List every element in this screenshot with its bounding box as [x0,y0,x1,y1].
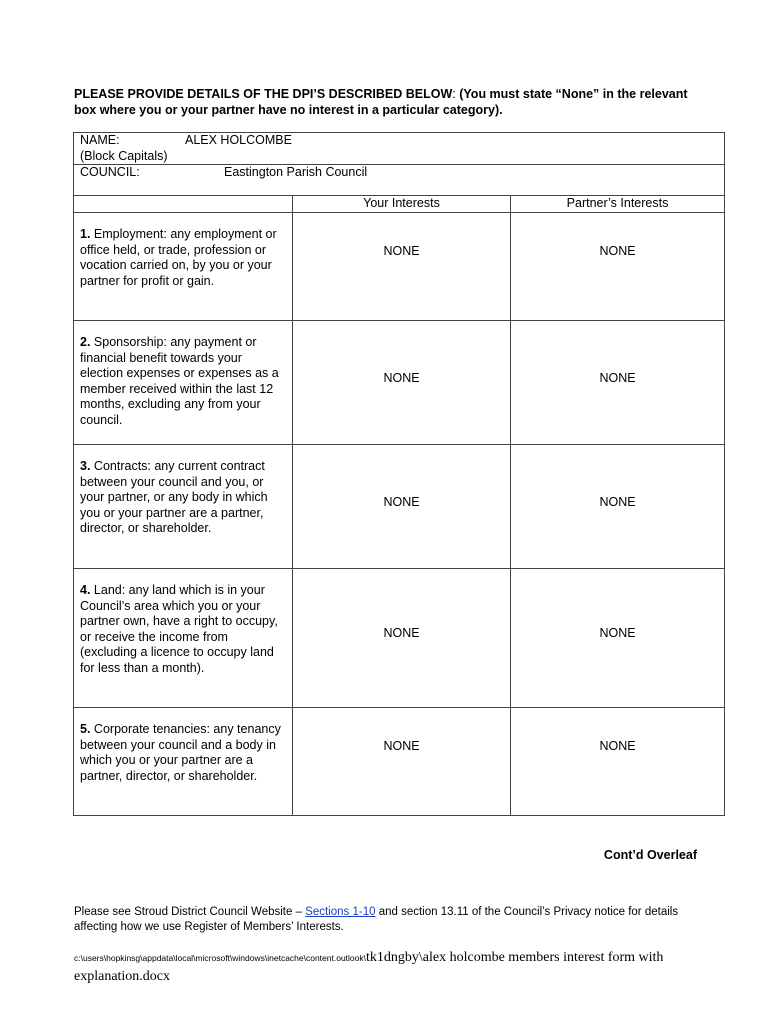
your-interest-value: NONE [293,213,511,321]
your-interest-value: NONE [293,445,511,569]
column-header-row [74,196,725,213]
partner-interest-value: NONE [511,321,725,445]
partner-interest-value: NONE [511,445,725,569]
category-row-employment [74,213,725,321]
instructions-heading [74,86,704,118]
category-text: Employment: any employment or office held, or trade, profession or vocation carried on, by you or your partner for profit or gain. [80,227,277,288]
heading-instruction: (You must state “None” in the relevant box where you or your partner have no interest in a particular category). [74,87,688,117]
footnote-text-after: and section 13.11 of the Council’s Privacy notice for details affecting how we use Register of Members’ Interests. [74,906,679,933]
name-label: NAME: [80,133,120,147]
your-interest-value: NONE [293,569,511,708]
category-description [74,321,293,445]
category-row-corporate-tenancies [74,708,725,816]
category-description [74,708,293,816]
council-cell [74,165,725,196]
partner-interest-value: NONE [511,569,725,708]
name-cell [74,133,725,165]
header-blank [74,196,293,213]
heading-colon: : [452,87,456,101]
category-text: Corporate tenancies: any tenancy between your council and a body in which you or your partner are a partner, director, or shareholder. [80,722,281,783]
category-number: 2. [80,335,91,349]
file-path [74,948,734,985]
heading-bold: PLEASE PROVIDE DETAILS OF THE DPI’S DESCRIBED BELOW [74,87,453,101]
category-number: 5. [80,722,91,736]
category-number: 1. [80,227,91,241]
category-text: Land: any land which is in your Council’s area which you or your partner own, have a right to occupy, or receive the income from (excluding a licence to occupy land for less than a month). [80,583,278,675]
council-row [74,165,725,196]
privacy-footnote [74,905,714,935]
category-row-land [74,569,725,708]
category-number: 3. [80,459,91,473]
name-value: ALEX HOLCOMBE [185,133,292,147]
continued-overleaf: Cont’d Overleaf [603,848,697,862]
council-value: Eastington Parish Council [224,165,368,179]
council-label: COUNCIL: [80,165,140,179]
partner-interest-value: NONE [511,708,725,816]
category-row-contracts [74,445,725,569]
your-interest-value: NONE [293,708,511,816]
your-interest-value: NONE [293,321,511,445]
sections-link[interactable]: Sections 1-10 [305,906,376,918]
category-text: Contracts: any current contract between your council and you, or your partner, or any body in which you or your partner are a partner, director, or shareholder. [80,459,268,535]
category-row-sponsorship [74,321,725,445]
file-path-directory: c:\users\hopkinsg\appdata\local\microsoft\windows\inetcache\content.outlook\ [74,953,366,963]
partner-interest-value: NONE [511,213,725,321]
header-partner-interests: Partner’s Interests [511,196,725,213]
category-number: 4. [80,583,91,597]
category-description [74,445,293,569]
file-path-filename: tk1dngby\alex holcombe members interest form with explanation.docx [74,950,664,984]
category-description [74,213,293,321]
name-row [74,133,725,165]
category-text: Sponsorship: any payment or financial benefit towards your election expenses or expenses as a member received within the last 12 months, excluding any from your council. [80,335,279,427]
header-your-interests: Your Interests [293,196,511,213]
footnote-text-before: Please see Stroud District Council Website – [74,906,306,918]
dpi-table [73,132,725,816]
name-sublabel: (Block Capitals) [80,148,168,163]
category-description [74,569,293,708]
